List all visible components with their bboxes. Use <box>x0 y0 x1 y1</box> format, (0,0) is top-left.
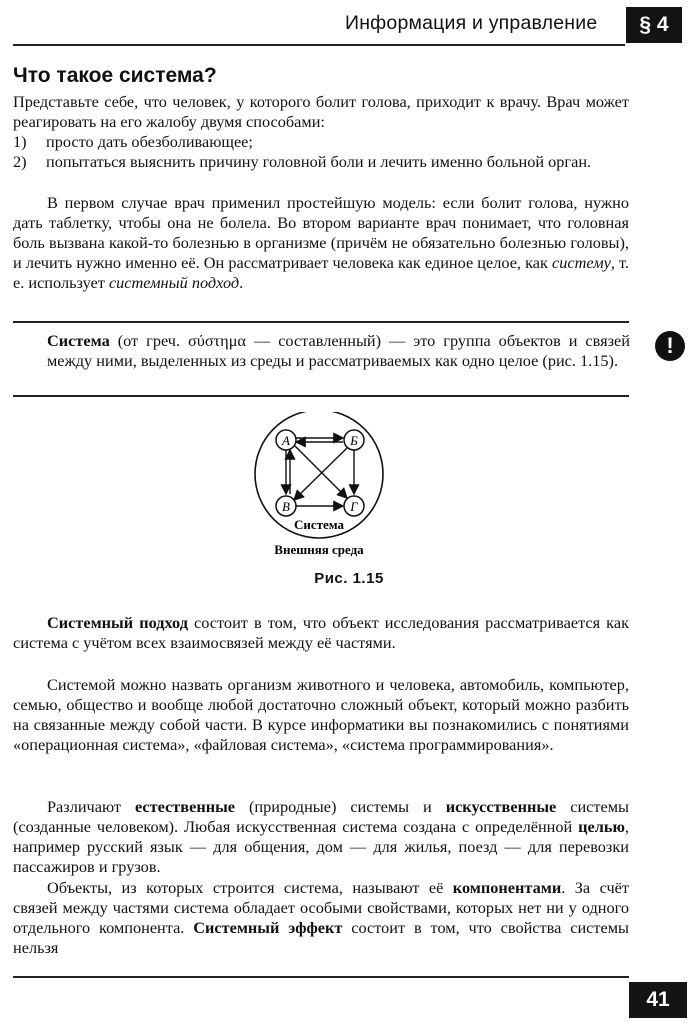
paragraph-system-approach: Системный подход состоит в том, что объект исследования рассматривается как система с учётом всех взаимосвязей между её частями. <box>13 613 629 652</box>
section-heading: Что такое система? <box>13 64 217 87</box>
node-g <box>344 496 364 516</box>
list-item-1: просто дать обезболивающее; <box>46 132 253 151</box>
list-marker-2: 2) <box>13 152 27 171</box>
node-v <box>276 496 296 516</box>
definition-bottom-rule <box>13 395 629 397</box>
definition-term: Система <box>47 331 110 350</box>
node-a-label: А <box>282 433 290 448</box>
section-badge: § 4 <box>626 7 682 43</box>
node-g-label: Г <box>350 499 358 514</box>
figure-caption: Рис. 1.15 <box>314 570 384 587</box>
page-number: 41 <box>629 982 687 1018</box>
exclamation-icon: ! <box>655 331 685 361</box>
node-b <box>344 430 364 450</box>
node-v-label: В <box>282 499 290 514</box>
list-item-2: попытаться выяснить причину головной боли и лечить именно больной орган. <box>46 152 592 171</box>
arrow-b-v <box>294 448 347 500</box>
node-a <box>276 430 296 450</box>
environment-label: Внешняя среда <box>274 542 364 557</box>
header-rule <box>13 44 625 46</box>
node-b-label: Б <box>350 433 358 448</box>
paragraph-components: Объекты, из которых строится система, называют её компонентами. За счёт связей между частями система обладает особыми свойствами, которых нет ни у одного отдельного компонента. Системный эффект состоит в том, что свойства системы нельзя <box>13 878 629 957</box>
paragraph-doctor-model: В первом случае врач применил простейшую модель: если болит голова, нужно дать таблетку, чтобы она не болела. Во втором варианте врач понимает, что головная боль вызвана какой-то болезнью в организме (причём не обязательно болезнью головы), и лечить нужно именно её. Он рассматривает человека как единое целое, как систему, т. е. использует системный подход. <box>13 193 629 292</box>
system-label: Система <box>293 517 345 532</box>
arrow-a-g <box>294 445 347 498</box>
definition-block: Система (от греч. σύστημα — составленный) — это группа объектов и связей между ними, выделенных из среды и рассматриваемых как одно целое (рис. 1.15). <box>47 331 630 370</box>
system-diagram <box>243 412 453 562</box>
intro-paragraph: Представьте себе, что человек, у которого болит голова, приходит к врачу. Врач может реагировать на его жалобу двумя способами: <box>13 92 629 131</box>
paragraph-natural-artificial: Различают естественные (природные) системы и искусственные системы (созданные человеком). Любая искусственная система создана с определённой целью, например русский язык — для общения, дом — для жилья, поезд — для перевозки пассажиров и грузов. <box>13 797 629 876</box>
paragraph-examples: Системой можно назвать организм животного и человека, автомобиль, компьютер, семью, общество и вообще любой достаточно сложный объект, который можно разбить на связанные между собой части. В курсе информатики вы познакомились с понятиями «операционная система», «файловая система», «система программирования». <box>13 675 629 754</box>
list-marker-1: 1) <box>13 132 27 151</box>
definition-top-rule <box>13 321 629 323</box>
footer-rule <box>13 976 629 978</box>
running-header-title: Информация и управление <box>345 12 598 34</box>
